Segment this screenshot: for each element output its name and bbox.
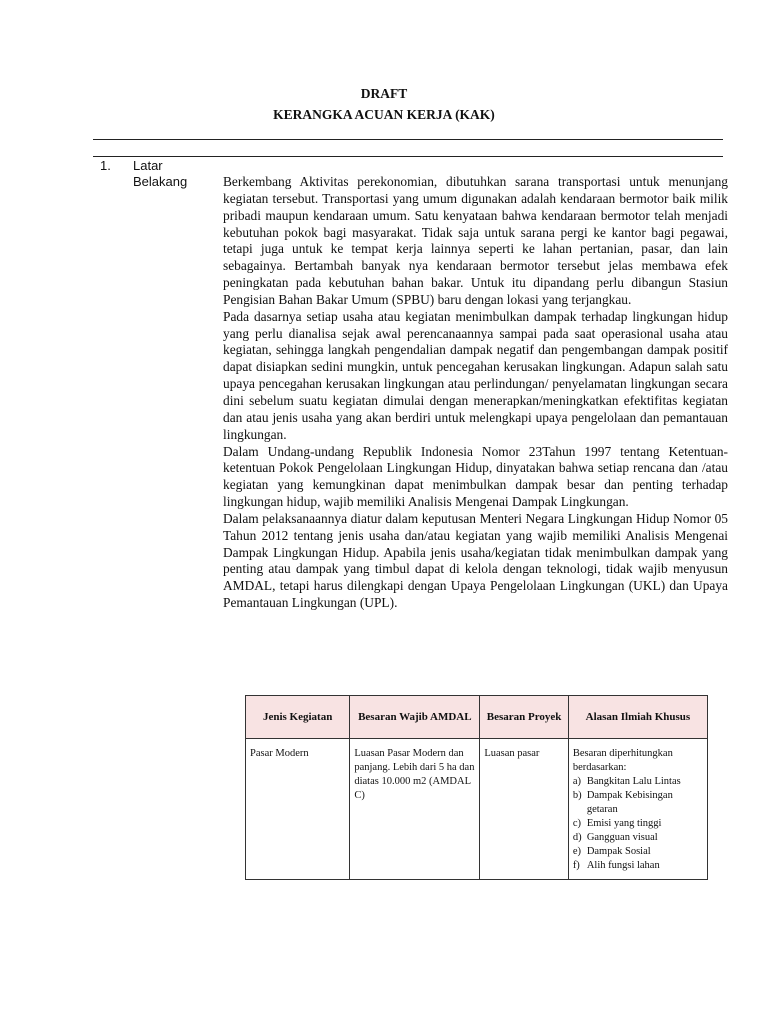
cell-jenis: Pasar Modern xyxy=(246,739,350,880)
list-item xyxy=(573,817,703,831)
section-heading xyxy=(133,158,187,190)
header-besaran-proyek: Besaran Proyek xyxy=(480,696,568,739)
table-row xyxy=(246,739,708,880)
document-title: DRAFT xyxy=(360,86,408,101)
table-header-row xyxy=(246,696,708,739)
list-text: Bangkitan Lalu Lintas xyxy=(586,776,681,787)
list-marker: a) xyxy=(572,776,581,787)
list-text: Emisi yang tinggi xyxy=(586,818,662,829)
list-text: Gangguan visual xyxy=(586,832,658,843)
paragraph: Berkembang Aktivitas perekonomian, dibutuhkan sarana transportasi untuk menunjang kegiatan tersebut. Transportasi yang umum digunakan adalah kendaraan bermotor baik milik pribadi maupun kendaraan umum. Satu kenyataan bahwa kendaraan bermotor telah menjadi kebutuhan pokok bagi masyarakat. Tidak saja untuk sarana pergi ke kantor bagi pegawai, tetapi juga untuk ke tempat kerja lainnya seperti ke lahan pertanian, pasar, dan lain sebagainya. Bertambah banyak nya kendaraan bermotor tersebut jelas membawa efek peningkatan pada kebutuhan bahan bakar. Untuk itu dipandang perlu dibangun Stasiun Pengisian Bahan Bakar Umum (SPBU) baru dengan lokasi yang terjangkau. xyxy=(223,174,728,307)
list-text: Alih fungsi lahan xyxy=(586,860,660,871)
alasan-intro: Besaran diperhitungkan berdasarkan: xyxy=(572,748,673,773)
list-marker: d) xyxy=(572,832,582,843)
list-item xyxy=(573,775,703,789)
header-jenis-kegiatan: Jenis Kegiatan xyxy=(246,696,350,739)
alasan-list xyxy=(573,775,703,873)
list-marker: c) xyxy=(572,818,581,829)
section-number: 1. xyxy=(100,158,111,173)
document-subtitle: KERANGKA ACUAN KERJA (KAK) xyxy=(273,107,495,122)
top-divider xyxy=(93,139,723,140)
section-heading-line1: Latar xyxy=(133,158,163,173)
cell-proyek: Luasan pasar xyxy=(480,739,568,880)
list-text: Dampak Kebisingan getaran xyxy=(586,790,673,815)
list-item xyxy=(573,859,703,873)
list-item xyxy=(573,789,703,817)
list-item xyxy=(573,831,703,845)
header-besaran-wajib-amdal: Besaran Wajib AMDAL xyxy=(350,696,480,739)
list-marker: b) xyxy=(572,790,582,801)
header-alasan-ilmiah: Alasan Ilmiah Khusus xyxy=(568,696,707,739)
cell-alasan xyxy=(568,739,707,880)
paragraph: Dalam pelaksanaannya diatur dalam keputusan Menteri Negara Lingkungan Hidup Nomor 05 Tahun 2012 tentang jenis usaha dan/atau kegiatan yang wajib memiliki Analisis Mengenai Dampak Lingkungan Hidup. Apabila jenis usaha/kegiatan tidak menimbulkan dampak yang penting atau dampak yang timbul dapat di kelola dengan teknologi, tidak wajib menyusun AMDAL, tetapi harus dilengkapi dengan Upaya Pengelolaan Lingkungan (UKL) dan Upaya Pemantauan Lingkungan (UPL). xyxy=(223,510,728,611)
list-text: Dampak Sosial xyxy=(586,846,651,857)
cell-wajib: Luasan Pasar Modern dan panjang. Lebih dari 5 ha dan diatas 10.000 m2 (AMDAL C) xyxy=(350,739,480,880)
paragraph: Pada dasarnya setiap usaha atau kegiatan menimbulkan dampak terhadap lingkungan hidup yang perlu dianalisa sejak awal perencanaannya sampai pada saat operasional usaha atau kegiatan, sehingga langkah pengendalian dampak negatif dan pengembangan dampak positif dapat disiapkan sedini mungkin, untuk pencegahan kerusakan lingkungan. Adapun salah satu upaya pencegahan kerusakan lingkungan atau perlindungan/ penyelamatan lingkungan secara dini sebelum suatu kegiatan dimulai dengan menerapkan/meningkatkan efektifitas kegiatan dan atau jenis usaha yang akan berdiri untuk melengkapi upaya pengelolaan dan pemantauan lingkungan. xyxy=(223,308,728,442)
list-item xyxy=(573,845,703,859)
section-heading-line2: Belakang xyxy=(133,174,188,189)
amdal-table xyxy=(245,695,708,880)
paragraph: Dalam Undang-undang Republik Indonesia Nomor 23Tahun 1997 tentang Ketentuan-ketentuan Pokok Pengelolaan Lingkungan Hidup, dinyatakan bahwa setiap rencana dan /atau kegiatan yang kemungkinan dapat menimbulkan dampak besar dan penting terhadap lingkungan hidup, wajib memiliki Analisis Mengenai Dampak Lingkungan. xyxy=(223,443,728,510)
section-divider xyxy=(93,156,723,157)
list-marker: f) xyxy=(572,860,580,871)
section-body xyxy=(223,174,728,612)
list-marker: e) xyxy=(572,846,581,857)
